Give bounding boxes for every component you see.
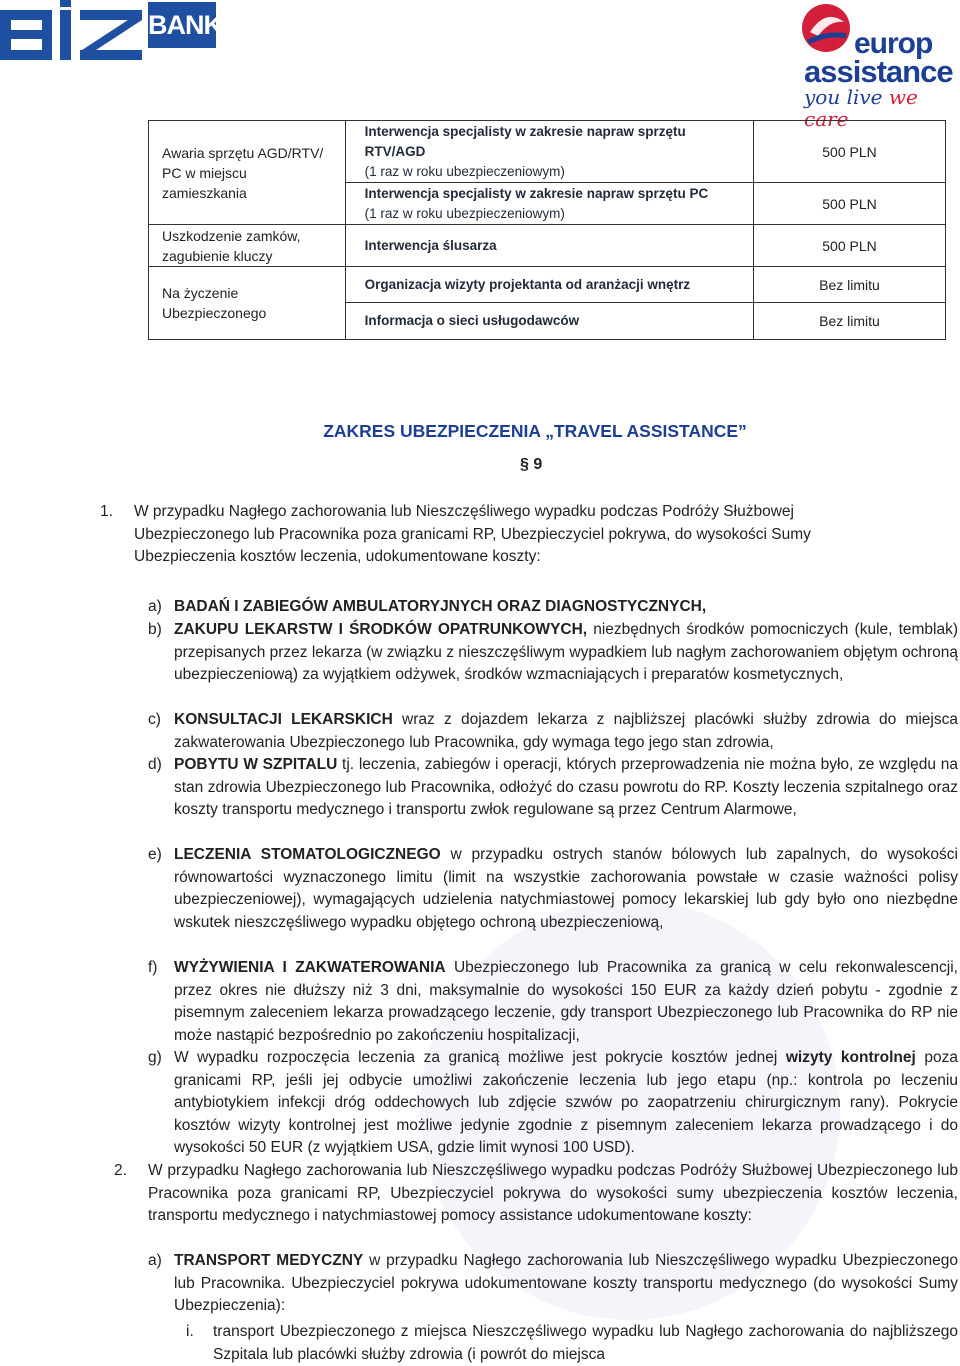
item-letter: g) — [148, 1049, 162, 1066]
europ-assistance-logo — [800, 2, 960, 131]
list-item: W wypadku rozpoczęcia leczenia za granicą możliwe jest pokrycie kosztów jednej wizyty kontrolnej poza granicami RP, jeśli jej odbycie umożliwi zakończenie leczenia lub jego etapu (np.: kontrola po leczeniu antybiotykiem infekcji dróg oddechowych lub zdjęcie szwów po zaopatrzeniu chirurgicznym rany). Pokrycie kosztów wizyty kontrolnej jest możliwe jedynie zgodnie z pisemnym zaleceniem lekarza prowadzącego i do wysokości 50 EUR (z wyjątkiem USA, gdzie limit wynosi 100 USD). — [174, 1049, 959, 1157]
item-letter: c) — [148, 711, 161, 728]
bizbank-logo — [0, 0, 222, 72]
point-number: 2. — [114, 1162, 127, 1179]
list-item: POBYTU W SZPITALU tj. leczenia, zabiegów i operacji, których przeprowadzenia nie można było, ze względu na stan zdrowia Ubezpieczonego lub Pracownika, odłożyć do czasu powrotu do RP. Koszty leczenia szpitalnego oraz koszty transportu medycznego i transportu zwłok regulowane są przez Centrum Alarmowe, — [174, 756, 958, 819]
europ-assistance-emblem-icon — [800, 2, 852, 54]
assistance-wordmark: assistance — [804, 54, 953, 89]
point-text: W przypadku Nagłego zachorowania lub Nieszczęśliwego wypadku podczas Podróży Służbowej Ubezpieczonego lub Pracownika poza granicami RP, Ubezpieczyciel pokrywa do wysokości sumy ubezpieczenia kosztów leczenia, transportu medycznego i natychmiastowej pomocy assistance udokumentowane koszty: — [148, 1162, 958, 1225]
biz-logo-mark — [0, 0, 148, 68]
sub-list-item: transport Ubezpieczonego z miejsca Nieszczęśliwego wypadku lub Nagłego zachorowania do najbliższego Szpitala lub placówki służby zdrowia (i powrót do miejsca — [213, 1323, 958, 1363]
limit-cell: 500 PLN — [754, 225, 946, 267]
section-title: ZAKRES UBEZPIECZENIA „TRAVEL ASSISTANCE” — [323, 421, 747, 441]
limit-cell: Bez limitu — [754, 267, 946, 303]
limit-cell: 500 PLN — [754, 121, 946, 183]
table-row — [149, 267, 946, 303]
service-cell: Informacja o sieci usługodawców — [345, 303, 753, 340]
list-item: BADAŃ I ZABIEGÓW AMBULATORYJNYCH ORAZ DIAGNOSTYCZNYCH, — [174, 598, 707, 615]
category-cell: Awaria sprzętu AGD/RTV/ PC w miejscu zamieszkania — [149, 121, 346, 225]
table-row — [149, 121, 946, 183]
point-number: 1. — [100, 503, 113, 520]
item-letter: a) — [148, 1252, 162, 1269]
bank-wordmark: BANK — [148, 2, 216, 48]
limit-cell: Bez limitu — [754, 303, 946, 340]
europ-wordmark: europ — [854, 27, 933, 60]
item-letter: f) — [148, 959, 158, 976]
list-item: ZAKUPU LEKARSTW I ŚRODKÓW OPATRUNKOWYCH, niezbędnych środków pomocniczych (kule, temblak) przepisanych przez lekarza (w związku z nieszczęśliwym wypadkiem lub nagłym zachorowaniem objętym ochroną ubezpieczeniową) za wyjątkiem odżywek, środków wzmacniających i preparatów kosmetycznych, — [174, 621, 958, 684]
coverage-table — [148, 120, 946, 340]
item-letter: e) — [148, 846, 162, 863]
service-cell: Interwencja specjalisty w zakresie napraw sprzętu RTV/AGD (1 raz w roku ubezpieczeniowym) — [345, 121, 753, 183]
list-item: WYŻYWIENIA I ZAKWATEROWANIA Ubezpieczonego lub Pracownika za granicą w celu rekonwalescencji, przez okres nie dłuższy niż 3 dni, maksymalnie do wysokości 150 EUR za każdy dzień pobytu - zgodnie z pisemnym zaleceniem lekarza prowadzącego leczenie, gdy transport Ubezpieczonego lub Pracownika do RP nie może nastąpić bezpośrednio po zakończeniu hospitalizacji, — [174, 959, 958, 1044]
item-letter: b) — [148, 621, 162, 638]
paragraph-number: § 9 — [520, 456, 543, 473]
service-cell: Organizacja wizyty projektanta od aranżacji wnętrz — [345, 267, 753, 303]
table-row — [149, 225, 946, 267]
tagline: you live we care — [804, 85, 918, 131]
item-letter: d) — [148, 756, 162, 773]
list-item: TRANSPORT MEDYCZNY w przypadku Nagłego zachorowania lub Nieszczęśliwego wypadku Ubezpieczonego lub Pracownika. Ubezpieczyciel pokrywa udokumentowane koszty transportu medycznego (do wysokości Sumy Ubezpieczenia): — [174, 1252, 958, 1315]
limit-cell: 500 PLN — [754, 183, 946, 225]
sub-item-number: i. — [186, 1323, 194, 1340]
service-cell: Interwencja specjalisty w zakresie napraw sprzętu PC (1 raz w roku ubezpieczeniowym) — [345, 183, 753, 225]
point-text: W przypadku Nagłego zachorowania lub Nieszczęśliwego wypadku podczas Podróży Służbowej Ubezpieczonego lub Pracownika poza granicami RP, Ubezpieczyciel pokrywa, do wysokości Sumy Ubezpieczenia kosztów leczenia, udokumentowane koszty: — [134, 503, 811, 566]
item-letter: a) — [148, 598, 162, 615]
list-item: LECZENIA STOMATOLOGICZNEGO w przypadku ostrych stanów bólowych lub zapalnych, do wysokości równowartości wyznaczonego limitu (limit na wszystkie zachorowania powstałe w czasie ważności polisy ubezpieczeniowej), wymagających udzielenia natychmiastowej pomocy lekarskiej lub gdy było ono niezbędne wskutek nieszczęśliwego wypadku objętego ochroną ubezpieczeniową, — [174, 846, 958, 931]
list-item: KONSULTACJI LEKARSKICH wraz z dojazdem lekarza z najbliższej placówki służby zdrowia do miejsca zakwaterowania Ubezpieczonego lub Pracownika, gdy wymaga tego jego stan zdrowia, — [174, 711, 958, 751]
category-cell: Uszkodzenie zamków, zagubienie kluczy — [149, 225, 346, 267]
service-cell: Interwencja ślusarza — [345, 225, 753, 267]
category-cell: Na życzenie Ubezpieczonego — [149, 267, 346, 340]
